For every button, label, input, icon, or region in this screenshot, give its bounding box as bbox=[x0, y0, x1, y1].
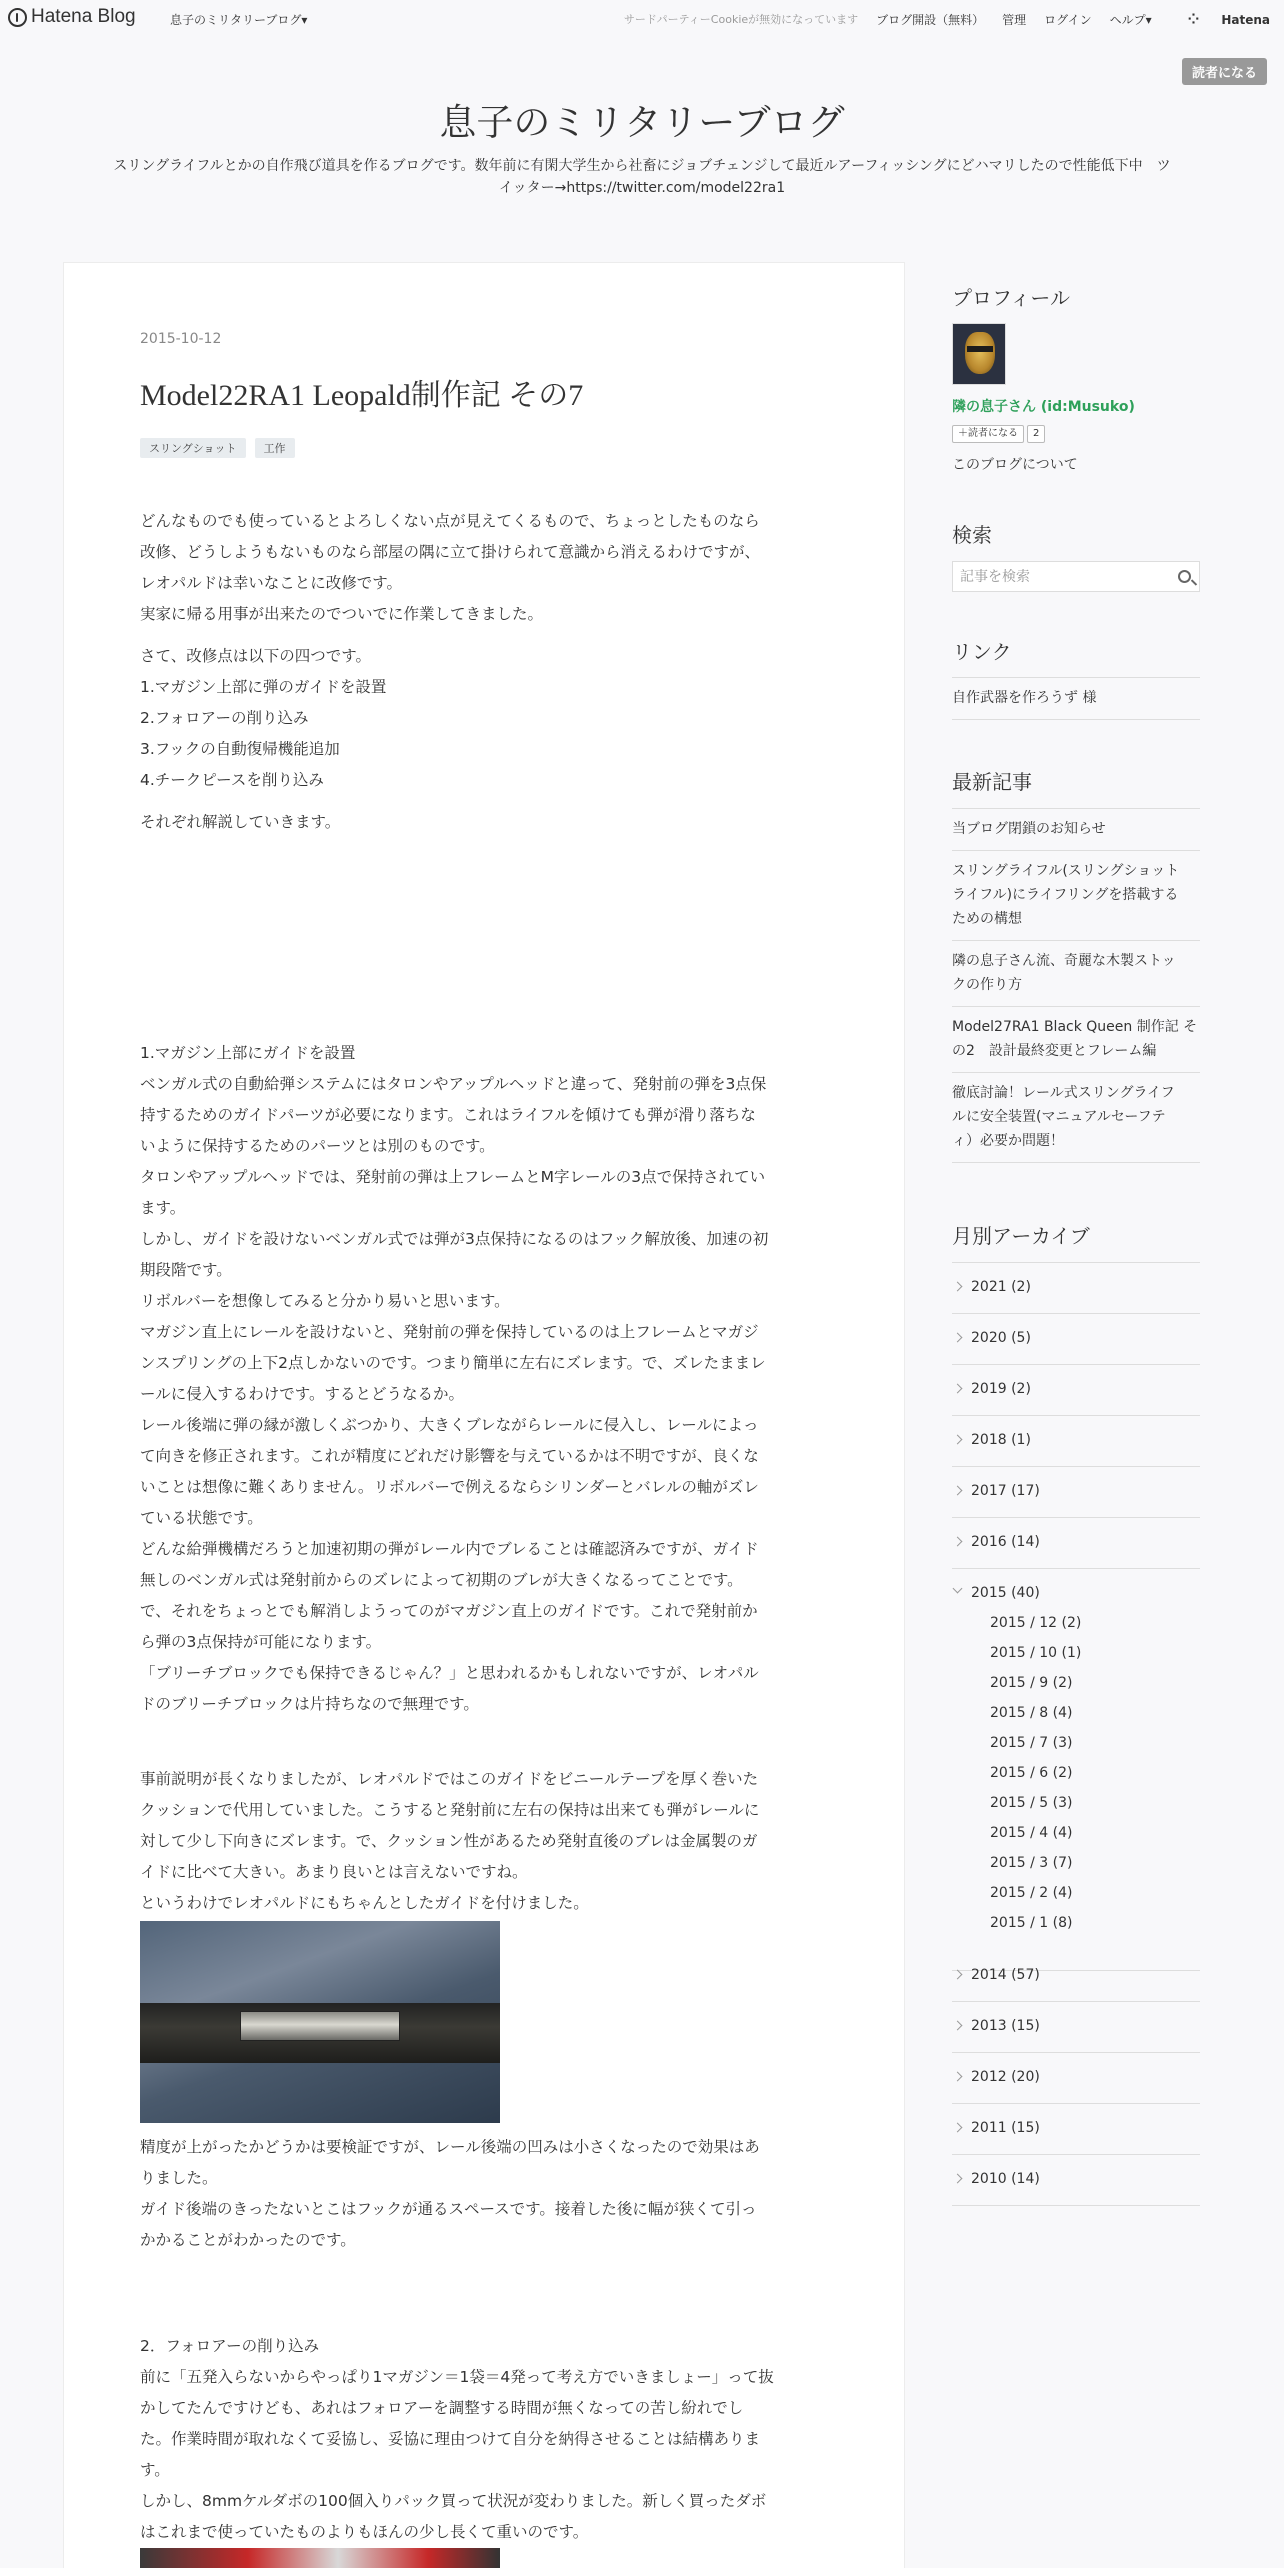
paragraph-line: 期段階です。 bbox=[140, 1261, 232, 1279]
archive-year[interactable] bbox=[952, 1518, 1200, 1569]
archive-year[interactable] bbox=[952, 2155, 1200, 2206]
section-2 bbox=[140, 2331, 840, 2548]
archive-month[interactable]: 2015 / 1 (8) bbox=[990, 1915, 1073, 1931]
plus-icon: ＋ bbox=[958, 428, 968, 439]
chevron-right-icon bbox=[953, 1384, 963, 1394]
paragraph-line: しかし、ガイドを設けないベンガル式では弾が3点保持になるのはフック解放後、加速の初 bbox=[140, 1230, 769, 1248]
entry-photo-guide[interactable] bbox=[140, 1921, 500, 2123]
chevron-down-icon[interactable] bbox=[953, 1584, 963, 1594]
recent-entry-line: Model27RA1 Black Queen 制作記 そ bbox=[952, 1019, 1198, 1035]
archive-year-label: 2019 (2) bbox=[971, 1381, 1031, 1397]
recent-entry-line: スリングライフル(スリングショット bbox=[952, 863, 1180, 879]
chevron-right-icon bbox=[953, 2072, 963, 2082]
blog-description bbox=[60, 155, 1224, 199]
reader-button-label: 読者になる bbox=[968, 428, 1018, 439]
archive-year-label: 2018 (1) bbox=[971, 1432, 1031, 1448]
paragraph-line: リボルバーを想像してみると分かり易いと思います。 bbox=[140, 1292, 510, 1310]
header-links bbox=[606, 11, 1284, 28]
archive-month[interactable]: 2015 / 12 (2) bbox=[990, 1615, 1082, 1631]
recent-entry-line: ための構想 bbox=[952, 911, 1022, 927]
open-blog-link[interactable]: ブログ開設（無料） bbox=[876, 13, 985, 27]
archive-year-label: 2011 (15) bbox=[971, 2120, 1040, 2136]
paragraph-line: かしてたんですけども、あれはフォロアーを調整する時間が無くなっての苦し紛れでし bbox=[140, 2399, 744, 2417]
paragraph-line: 実家に帰る用事が出来たのでついでに作業してきました。 bbox=[140, 605, 544, 623]
paragraph-line: はこれまで使っていたものよりもほんの少し長くて重いのです。 bbox=[140, 2523, 589, 2541]
links-list bbox=[952, 677, 1200, 720]
recent-entry[interactable] bbox=[952, 1007, 1200, 1073]
archive-year[interactable] bbox=[952, 2002, 1200, 2053]
chevron-right-icon bbox=[953, 1435, 963, 1445]
chevron-right-icon bbox=[953, 1537, 963, 1547]
paragraph-line: ガイド後端のきったないとこはフックが通るスペースです。接着した後に幅が狭くて引っ bbox=[140, 2200, 757, 2218]
archive-year[interactable] bbox=[952, 1416, 1200, 1467]
paragraph-line: イドに比べて大きい。あまり良いとは言えないですね。 bbox=[140, 1863, 528, 1881]
after-photo-text bbox=[140, 2132, 840, 2256]
list-item: 1.マガジン上部に弾のガイドを設置 bbox=[140, 678, 387, 696]
archive-year[interactable] bbox=[952, 2104, 1200, 2155]
paragraph-line: ている状態です。 bbox=[140, 1509, 263, 1527]
profile-heading: プロフィール bbox=[952, 286, 1070, 310]
archive-month[interactable]: 2015 / 9 (2) bbox=[990, 1675, 1073, 1691]
archive-month[interactable]: 2015 / 8 (4) bbox=[990, 1705, 1073, 1721]
paragraph-line: いことは想像に難くありません。リボルバーで例えるならシリンダーとバレルの軸がズレ bbox=[140, 1478, 759, 1496]
section-1-continued bbox=[140, 1764, 840, 1919]
paragraph-line: 無しのベンガル式は発射前からのズレによって初期のブレが大きくなるってことです。 bbox=[140, 1571, 743, 1589]
paragraph-line: ールに侵入するわけです。するとどうなるか。 bbox=[140, 1385, 464, 1403]
entry-title[interactable]: Model22RA1 Leopald制作記 その7 bbox=[140, 379, 584, 412]
chevron-right-icon bbox=[953, 1970, 963, 1980]
paragraph-line: す。 bbox=[140, 2461, 170, 2479]
paragraph-line: レオパルドは幸いなことに改修です。 bbox=[140, 574, 402, 592]
entry-header bbox=[140, 331, 830, 458]
paragraph-line: さて、改修点は以下の四つです。 bbox=[140, 647, 371, 665]
archive-month[interactable]: 2015 / 7 (3) bbox=[990, 1735, 1073, 1751]
archive-year-label: 2014 (57) bbox=[971, 1967, 1040, 1983]
archive-year-label: 2010 (14) bbox=[971, 2171, 1040, 2187]
reader-count[interactable]: 2 bbox=[1027, 425, 1045, 443]
section-1 bbox=[140, 1038, 840, 1720]
paragraph-line: 事前説明が長くなりましたが、レオパルドではこのガイドをビニールテープを厚く巻いた bbox=[140, 1770, 759, 1788]
recent-entry[interactable] bbox=[952, 1073, 1200, 1163]
chevron-right-icon bbox=[953, 2174, 963, 2184]
recent-entry-line: 隣の息子さん流、奇麗な木製ストッ bbox=[952, 953, 1176, 969]
paragraph-line: 対して少し下向きにズレます。で、クッション性があるため発射直後のブレは金属製のガ bbox=[140, 1832, 758, 1850]
paragraph-line: ドのブリーチブロックは片持ちなので無理です。 bbox=[140, 1695, 479, 1713]
avatar[interactable] bbox=[952, 323, 1006, 385]
paragraph-line: 改修、どうしようもないものなら部屋の隅に立て掛けられて意識から消えるわけですが、 bbox=[140, 543, 761, 561]
archive-year-label: 2021 (2) bbox=[971, 1279, 1031, 1295]
recent-entry[interactable] bbox=[952, 851, 1200, 941]
archive-year-label[interactable]: 2015 (40) bbox=[971, 1585, 1040, 1601]
list-item: 2.フォロアーの削り込み bbox=[140, 709, 309, 727]
section-heading: 1.マガジン上部にガイドを設置 bbox=[140, 1044, 356, 1062]
archive-year-expanded bbox=[952, 1569, 1200, 1971]
archive-month[interactable]: 2015 / 5 (3) bbox=[990, 1795, 1073, 1811]
recent-entry-line: ライフル)にライフリングを搭載する bbox=[952, 887, 1179, 903]
paragraph-line: いように保持するためのパーツとは別のものです。 bbox=[140, 1137, 495, 1155]
paragraph-line: で、それをちょっとでも解消しようってのがマガジン直上のガイドです。これで発射前か bbox=[140, 1602, 758, 1620]
category-tag[interactable]: 工作 bbox=[255, 438, 295, 458]
chevron-right-icon bbox=[953, 1333, 963, 1343]
chevron-right-icon bbox=[953, 2123, 963, 2133]
paragraph-line: ます。 bbox=[140, 1199, 186, 1217]
search-heading: 検索 bbox=[952, 523, 992, 547]
link-item[interactable]: 自作武器を作ろうず 様 bbox=[952, 678, 1200, 720]
chevron-right-icon bbox=[953, 2021, 963, 2031]
global-header bbox=[0, 0, 1284, 37]
search-input[interactable] bbox=[953, 569, 1163, 585]
paragraph-line: 「ブリーチブロックでも保持できるじゃん？」と思われるかもしれないですが、レオパル bbox=[140, 1664, 759, 1682]
paragraph-line: た。作業時間が取れなくて妥協し、妥協に理由つけて自分を納得させることは結構ありま bbox=[140, 2430, 761, 2448]
paragraph-line: クッションで代用していました。こうすると発射前に左右の保持は出来ても弾がレールに bbox=[140, 1801, 760, 1819]
archive-month[interactable]: 2015 / 3 (7) bbox=[990, 1855, 1073, 1871]
recent-heading: 最新記事 bbox=[952, 770, 1032, 794]
list-item: 4.チークピースを削り込み bbox=[140, 771, 324, 789]
main-content bbox=[63, 262, 905, 2568]
recent-entry-line: ィ）必要か問題！ bbox=[952, 1133, 1064, 1149]
recent-entry-line: ルに安全装置(マニュアルセーフテ bbox=[952, 1109, 1166, 1125]
recent-entry-line: クの作り方 bbox=[952, 977, 1022, 993]
entry-photo-dowels[interactable] bbox=[140, 2548, 500, 2568]
help-menu[interactable]: ヘルプ▾ bbox=[1109, 13, 1152, 27]
paragraph-line: ベンガル式の自動給弾システムにはタロンやアップルヘッドと違って、発射前の弾を3点保 bbox=[140, 1075, 767, 1093]
about-blog-link[interactable]: このブログについて bbox=[952, 457, 1078, 473]
archive-year-label: 2012 (20) bbox=[971, 2069, 1040, 2085]
recent-entry-line: 徹底討論！レール式スリングライフ bbox=[952, 1085, 1175, 1101]
paragraph-line: ンスプリングの上下2点しかないのです。つまり簡単に左右にズレます。で、ズレたままレ bbox=[140, 1354, 766, 1372]
login-link[interactable]: ログイン bbox=[1044, 13, 1092, 27]
archive-month[interactable]: 2015 / 6 (2) bbox=[990, 1765, 1073, 1781]
reader-button[interactable] bbox=[952, 425, 1024, 443]
paragraph-line: かかることがわかったのです。 bbox=[140, 2231, 356, 2249]
blog-menu-dropdown[interactable]: 息子のミリタリーブログ▾ bbox=[170, 13, 308, 27]
archive-year[interactable] bbox=[952, 1365, 1200, 1416]
section-heading: 2．フォロアーの削り込み bbox=[140, 2337, 320, 2355]
paragraph-line: りました。 bbox=[140, 2169, 218, 2187]
recent-entry[interactable] bbox=[952, 809, 1200, 851]
hatena-brand-link[interactable] bbox=[1170, 11, 1270, 28]
category-tag[interactable]: スリングショット bbox=[140, 438, 246, 458]
hatena-blog-logo[interactable] bbox=[8, 6, 136, 28]
recent-entry[interactable] bbox=[952, 941, 1200, 1007]
paragraph-line: て向きを修正されます。これが精度にどれだけ影響を与えているかは不明ですが、良くな bbox=[140, 1447, 759, 1465]
paragraph-line: 持するためのガイドパーツが必要になります。これはライフルを傾けても弾が滑り落ちな bbox=[140, 1106, 756, 1124]
recent-entry-line: の2 設計最終変更とフレーム編 bbox=[952, 1043, 1157, 1059]
recent-list bbox=[952, 808, 1200, 1163]
hatena-dots-icon: ⁘ bbox=[1187, 11, 1200, 28]
reader-widget bbox=[952, 425, 1045, 443]
entry-date[interactable]: 2015-10-12 bbox=[140, 331, 222, 347]
archive-year-label: 2013 (15) bbox=[971, 2018, 1040, 2034]
paragraph-line: というわけでレオパルドにもちゃんとしたガイドを付けました。 bbox=[140, 1894, 589, 1912]
blog-description-line: イッター→https://twitter.com/model22ra1 bbox=[498, 180, 786, 196]
archive-month[interactable]: 2015 / 10 (1) bbox=[990, 1645, 1082, 1661]
hatena-logo-icon bbox=[8, 8, 27, 27]
profile-name-link[interactable]: 隣の息子さん (id:Musuko) bbox=[952, 399, 1135, 415]
paragraph-line: どんなものでも使っているとよろしくない点が見えてくるもので、ちょっとしたものなら bbox=[140, 512, 760, 530]
archive-month[interactable]: 2015 / 4 (4) bbox=[990, 1825, 1073, 1841]
cookie-notice: サードパーティーCookieが無効になっています bbox=[623, 13, 859, 26]
entry-intro bbox=[140, 506, 840, 838]
paragraph-line: マガジン直上にレールを設けないと、発射前の弾を保持しているのは上フレームとマガジ bbox=[140, 1323, 759, 1341]
archive-year[interactable] bbox=[952, 1951, 1200, 2002]
blog-title[interactable]: 息子のミリタリーブログ bbox=[439, 101, 845, 144]
paragraph-line: どんな給弾機構だろうと加速初期の弾がレール内でブレることは確認済みですが、ガイド bbox=[140, 1540, 759, 1558]
subscribe-button[interactable]: 読者になる bbox=[1182, 58, 1267, 85]
paragraph-line: しかし、8mmケルダボの100個入りパック買って状況が変わりました。新しく買ったダボ bbox=[140, 2492, 767, 2510]
logo-text: Hatena Blog bbox=[31, 6, 136, 27]
list-item: 3.フックの自動復帰機能追加 bbox=[140, 740, 340, 758]
manage-link[interactable]: 管理 bbox=[1002, 13, 1027, 27]
paragraph-line: レール後端に弾の縁が激しくぶつかり、大きくブレながらレールに侵入し、レールによっ bbox=[140, 1416, 759, 1434]
search-icon[interactable] bbox=[1178, 570, 1191, 583]
archive-year-label: 2016 (14) bbox=[971, 1534, 1040, 1550]
chevron-right-icon bbox=[953, 1282, 963, 1292]
blog-description-line: スリングライフルとかの自作飛び道具を作るブログです。数年前に有閑大学生から社畜にジョブチェンジして最近ルアーフィッシングにどハマリしたので性能低下中 ツ bbox=[113, 158, 1171, 174]
archive-year-label: 2017 (17) bbox=[971, 1483, 1040, 1499]
paragraph-line: それぞれ解説していきます。 bbox=[140, 813, 341, 831]
archive-year-label: 2020 (5) bbox=[971, 1330, 1031, 1346]
entry-categories bbox=[140, 438, 830, 458]
hatena-brand-text: Hatena bbox=[1221, 12, 1270, 27]
links-heading: リンク bbox=[952, 640, 1012, 664]
paragraph-line: 前に「五発入らないからやっぱり1マガジン＝1袋＝4発って考え方でいきましょー」って抜 bbox=[140, 2368, 774, 2386]
archive-year[interactable] bbox=[952, 1314, 1200, 1365]
archive-year[interactable] bbox=[952, 1467, 1200, 1518]
paragraph-line: ら弾の3点保持が可能になります。 bbox=[140, 1633, 382, 1651]
archive-year[interactable] bbox=[952, 1263, 1200, 1314]
archive-year[interactable] bbox=[952, 2053, 1200, 2104]
recent-entry-line: 当ブログ閉鎖のお知らせ bbox=[952, 821, 1106, 837]
search-form bbox=[952, 561, 1200, 592]
paragraph-line: 精度が上がったかどうかは要検証ですが、レール後端の凹みは小さくなったので効果はあ bbox=[140, 2138, 760, 2156]
chevron-right-icon bbox=[953, 1486, 963, 1496]
archive-month[interactable]: 2015 / 2 (4) bbox=[990, 1885, 1073, 1901]
archive-heading: 月別アーカイブ bbox=[952, 1224, 1090, 1248]
paragraph-line: タロンやアップルヘッドでは、発射前の弾は上フレームとM字レールの3点で保持されてい bbox=[140, 1168, 766, 1186]
